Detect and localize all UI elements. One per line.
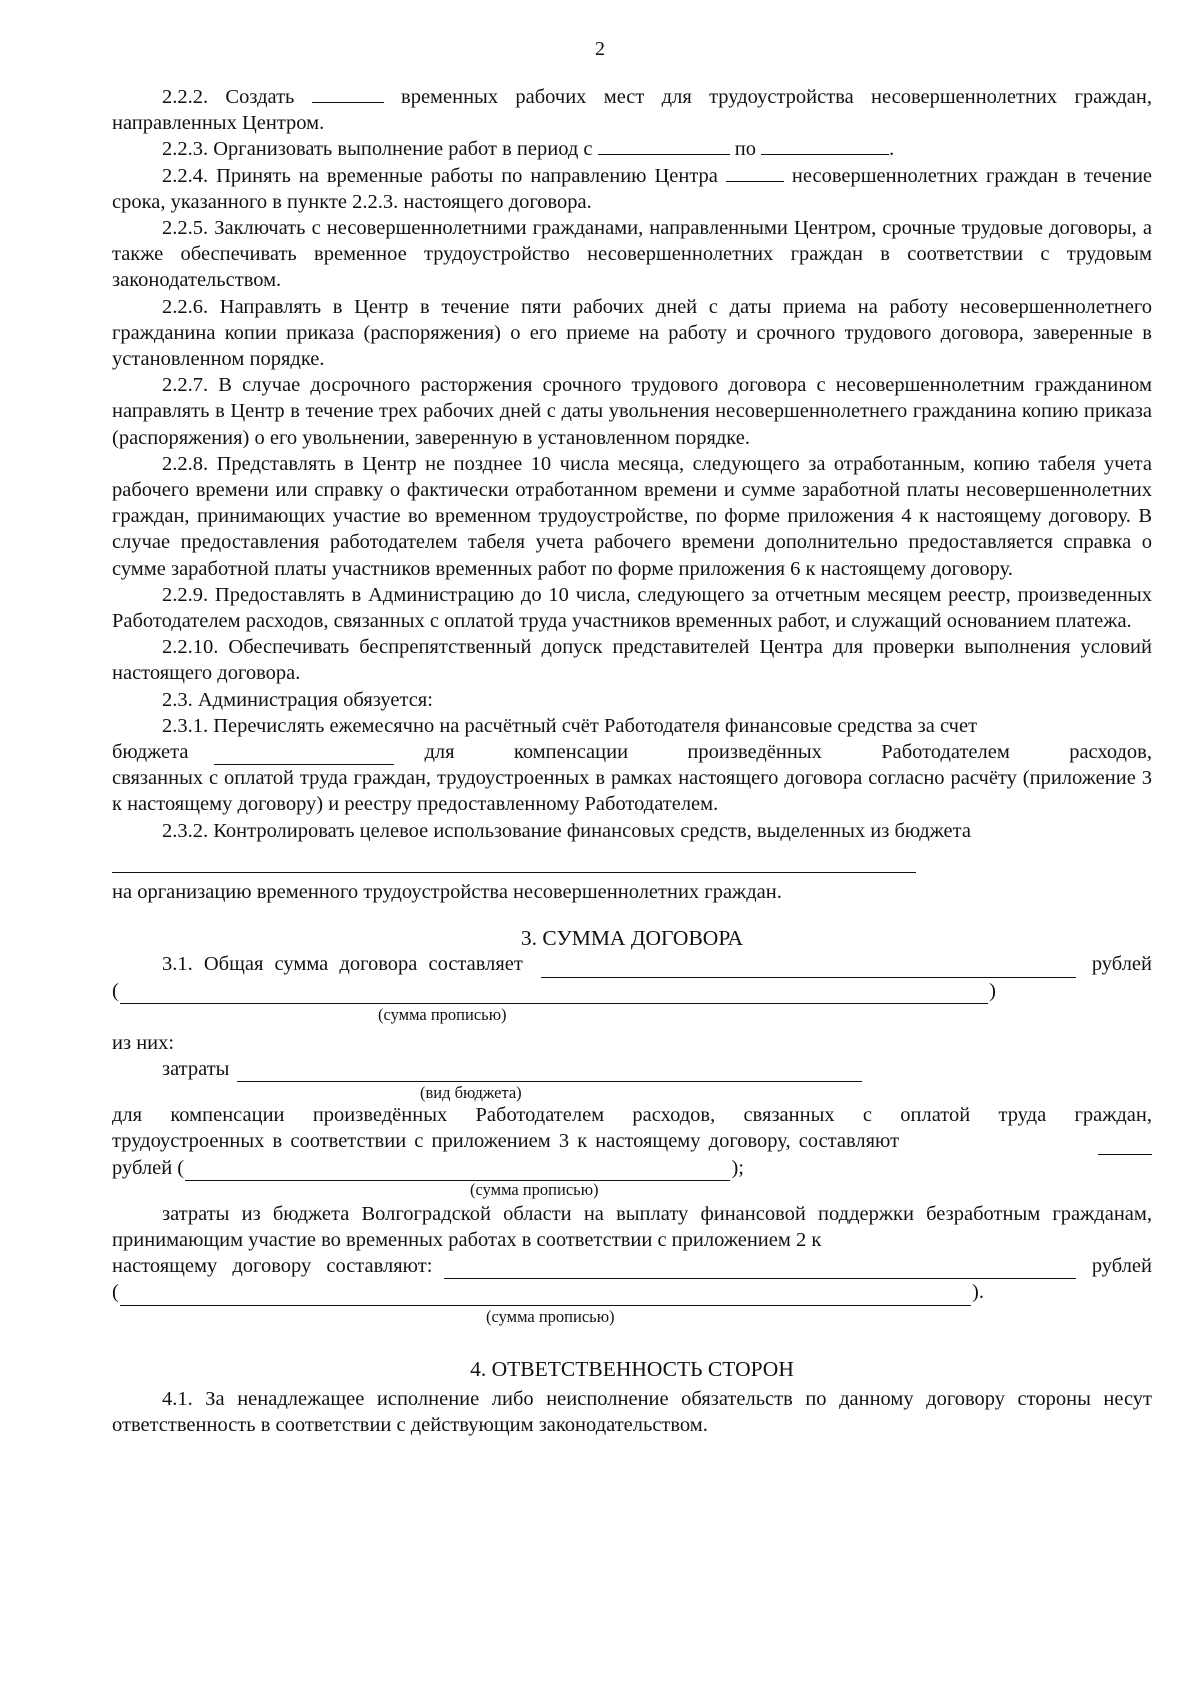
blank-field	[214, 746, 394, 765]
blank-field	[312, 84, 384, 103]
clause-2-2-9: 2.2.9. Предоставлять в Администрацию до 10 числа, следующего за отчетным месяцем реестр, произведенных Работодателем расходов, связанных с оплатой труда участников временных работ, и служащий основанием платежа.	[112, 583, 1152, 633]
blank-field	[761, 136, 889, 155]
section-4-heading: 4. ОТВЕТСТВЕННОСТЬ СТОРОН	[470, 1356, 794, 1381]
clause-4-1: 4.1. За ненадлежащее исполнение либо неисполнение обязательств по данному договору стороны несут ответственность в соответствии с действующим законодательством.	[112, 1387, 1152, 1436]
caption-sum-words-2: (сумма прописью)	[470, 1179, 599, 1199]
clause-2-3-1-rest: связанных с оплатой труда граждан, трудоустроенных в рамках настоящего договора согласно расчёту (приложение 3 к настоящему договору) и реестру предоставленному Работодателем.	[112, 767, 1152, 816]
clause-2-2-4: 2.2.4. Принять на временные работы по направлению Центра несовершеннолетних граждан в течение срока, указанного в пункте 2.2.3. настоящего договора.	[112, 164, 1153, 213]
clause-2-3-2-rest: на организацию временного трудоустройства несовершеннолетних граждан.	[112, 880, 782, 903]
blank-field	[598, 136, 730, 155]
compensation-line-2: трудоустроенных в соответствии с приложением 3 к настоящему договору, составляют	[112, 1128, 1152, 1154]
clause-2-3: 2.3. Администрация обязуется:	[162, 688, 433, 711]
blank-budget-line	[112, 844, 916, 873]
blank-field	[1098, 1136, 1152, 1155]
document-body	[112, 84, 1152, 1438]
of-which-label: из них:	[112, 1031, 175, 1054]
compensation-line-1: для компенсации произведённых Работодателем расходов, связанных с оплатой труда граждан,	[112, 1104, 1152, 1127]
clause-2-2-2: 2.2.2. Создать временных рабочих мест для трудоустройства несовершеннолетних граждан, направленных Центром.	[112, 86, 1152, 135]
page-number: 2	[595, 38, 605, 60]
sum-words-line-1: ( )	[112, 978, 996, 1004]
clause-2-2-3: 2.2.3. Организовать выполнение работ в период с по .	[162, 138, 895, 161]
clause-2-3-1-line2: бюджета для компенсации произведённых Работодателем расходов,	[112, 739, 1152, 765]
clause-2-2-6: 2.2.6. Направлять в Центр в течение пяти рабочих дней с даты приема на работу несовершеннолетнего гражданина копии приказа (распоряжения) о его приеме на работу и срочного трудового договора, заверенные в установленном порядке.	[112, 295, 1152, 371]
clause-2-3-1-line1: 2.3.1. Перечислять ежемесячно на расчётный счёт Работодателя финансовые средства за счет	[162, 714, 978, 737]
caption-sum-words-3: (сумма прописью)	[486, 1306, 615, 1326]
support-line: настоящему договору составляют: рублей	[112, 1253, 1152, 1279]
blank-field	[120, 1285, 971, 1306]
blank-field	[185, 1160, 730, 1181]
blank-field	[444, 1258, 1075, 1279]
blank-field	[120, 983, 988, 1004]
blank-field	[237, 1061, 862, 1082]
clause-2-2-10: 2.2.10. Обеспечивать беспрепятственный допуск представителей Центра для проверки выполнения условий настоящего договора.	[112, 636, 1152, 685]
support-text: затраты из бюджета Волгоградской области на выплату финансовой поддержки безработным гражданам, принимающим участие во временных работах в соответствии с приложением 2 к	[112, 1202, 1152, 1251]
clause-2-2-5: 2.2.5. Заключать с несовершеннолетними гражданами, направленными Центром, срочные трудовые договоры, а также обеспечивать временное трудоустройство несовершеннолетних граждан в соответствии с трудовым законодательством.	[112, 217, 1152, 292]
caption-sum-words: (сумма прописью)	[378, 1004, 507, 1024]
blank-field	[726, 163, 784, 182]
clause-3-1: 3.1. Общая сумма договора составляет рублей	[112, 951, 1152, 977]
costs-line: затраты	[112, 1056, 862, 1082]
clause-2-2-7: 2.2.7. В случае досрочного расторжения срочного трудового договора с несовершеннолетним гражданином направлять в Центр в течение трех рабочих дней с даты увольнения несовершеннолетнего гражданина копию приказа (распоряжения) о его увольнении, заверенную в установленном порядке.	[112, 374, 1152, 449]
caption-budget-type: (вид бюджета)	[420, 1083, 522, 1103]
clause-2-2-8: 2.2.8. Представлять в Центр не позднее 10 числа месяца, следующего за отработанным, копию табеля учета рабочего времени или справку о фактически отработанном времени и сумме заработной платы несовершеннолетних граждан, принимающих участие во временном трудоустройстве, по форме приложения 4 к настоящему договору. В случае предоставления работодателем табеля учета рабочего времени дополнительно предоставляется справка о сумме заработной платы участников временных работ по форме приложения 6 к настоящему договору.	[112, 452, 1152, 580]
clause-2-3-2: 2.3.2. Контролировать целевое использование финансовых средств, выделенных из бюджета	[162, 819, 971, 842]
blank-field	[541, 957, 1076, 978]
sum-words-line-3: ( ).	[112, 1279, 984, 1305]
section-3-heading: 3. СУММА ДОГОВОРА	[520, 926, 744, 951]
compensation-sum-line: рублей ( );	[112, 1155, 744, 1181]
